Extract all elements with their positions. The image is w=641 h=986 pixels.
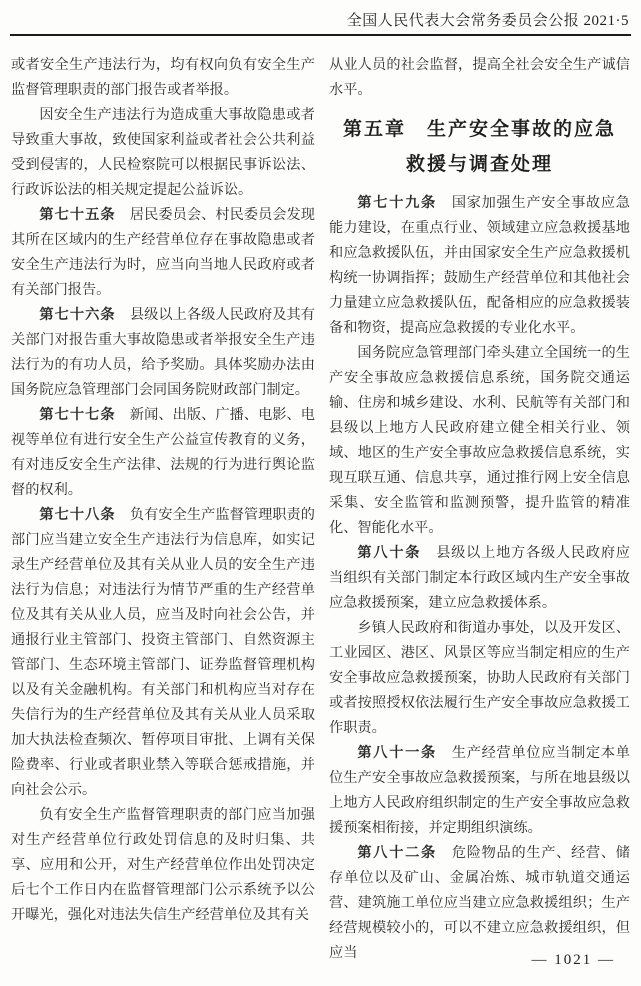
- two-column-body: [0, 53, 641, 966]
- paragraph: 国务院应急管理部门牵头建立全国统一的生产安全事故应急救援信息系统，国务院交通运输、住房和城乡建设、水利、民航等有关部门和县级以上地方人民政府建立健全相关行业、领域、地区的生产安全事故应急救援信息系统，实现互联互通、信息共享，通过推行网上安全信息采集、安全监管和监测预警，提升监管的精准化、智能化水平。: [329, 345, 630, 536]
- chapter-heading-line: 第五章 生产安全事故的应急: [342, 119, 616, 140]
- article-paragraph: 第八十二条 危险物品的生产、经营、储存单位以及矿山、金属冶炼、城市轨道交通运营、建筑施工单位应当建立应急救援组织；生产经营规模较小的，可以不建立应急救援组织，但应当: [329, 845, 630, 961]
- paragraph: 因安全生产违法行为造成重大事故隐患或者导致重大事故，致使国家利益或者社会公共利益受到侵害的，人民检察院可以根据民事诉讼法、行政诉讼法的相关规定提起公益诉讼。: [11, 107, 315, 198]
- article-number: 第七十九条: [357, 195, 437, 211]
- chapter-heading: [329, 112, 630, 182]
- article-paragraph: 第八十一条 生产经营单位应当制定本单位生产安全事故应急救援预案，与所在地县级以上地方人民政府组织制定的生产安全事故应急救援预案相衔接，并定期组织演练。: [329, 745, 630, 836]
- column-right: [329, 53, 630, 966]
- article-paragraph: 第七十六条 县级以上各级人民政府及其有关部门对报告重大事故隐患或者举报安全生产违法行为的有功人员，给予奖励。具体奖励办法由国务院应急管理部门会同国务院财政部门制定。: [11, 307, 315, 398]
- paragraph: 负有安全生产监督管理职责的部门应当加强对生产经营单位行政处罚信息的及时归集、共享、应用和公开，对生产经营单位作出处罚决定后七个工作日内在监督管理部门公示系统予以公开曝光，强化对违法失信生产经营单位及其有关: [11, 807, 315, 923]
- page-footer: [532, 952, 616, 969]
- header-rule: [10, 34, 631, 36]
- paragraph: 从业人员的社会监督，提高全社会安全生产诚信水平。: [329, 57, 630, 98]
- article-number: 第八十二条: [357, 845, 437, 861]
- paragraph: 乡镇人民政府和街道办事处，以及开发区、工业园区、港区、风景区等应当制定相应的生产安全事故应急救援预案，协助人民政府有关部门或者按照授权依法履行生产安全事故应急救援工作职责。: [329, 620, 630, 736]
- article-number: 第七十八条: [39, 507, 116, 523]
- article-number: 第七十六条: [39, 307, 116, 323]
- article-paragraph: 第八十条 县级以上地方各级人民政府应当组织有关部门制定本行政区域内生产安全事故应急救援预案，建立应急救援体系。: [329, 545, 630, 611]
- column-left: [11, 53, 315, 966]
- gazette-title: 全国人民代表大会常务委员会公报 2021·5: [346, 13, 629, 29]
- article-paragraph: 第七十七条 新闻、出版、广播、电影、电视等单位有进行安全生产公益宣传教育的义务，有对违反安全生产法律、法规的行为进行舆论监督的权利。: [11, 407, 315, 498]
- article-number: 第七十五条: [39, 207, 116, 223]
- page-number: — 1021 —: [531, 952, 615, 968]
- article-paragraph: 第七十五条 居民委员会、村民委员会发现其所在区域内的生产经营单位存在事故隐患或者安全生产违法行为时，应当向当地人民政府或者有关部门报告。: [11, 207, 315, 298]
- page-header: [0, 0, 641, 33]
- article-number: 第七十七条: [39, 407, 116, 423]
- article-number: 第八十条: [357, 545, 422, 561]
- chapter-heading-line: 救援与调查处理: [405, 154, 553, 175]
- article-paragraph: 第七十九条 国家加强生产安全事故应急能力建设，在重点行业、领域建立应急救援基地和应急救援队伍，并由国家安全生产应急救援机构统一协调指挥；鼓励生产经营单位和其他社会力量建立应急救援队伍，配备相应的应急救援装备和物资，提高应急救援的专业化水平。: [329, 195, 630, 336]
- article-number: 第八十一条: [357, 745, 437, 761]
- paragraph: 或者安全生产违法行为，均有权向负有安全生产监督管理职责的部门报告或者举报。: [11, 57, 315, 98]
- article-paragraph: 第七十八条 负有安全生产监督管理职责的部门应当建立安全生产违法行为信息库，如实记录生产经营单位及其有关从业人员的安全生产违法行为信息；对违法行为情节严重的生产经营单位及其有关从业人员，应当及时向社会公告，并通报行业主管部门、投资主管部门、自然资源主管部门、生态环境主管部门、证券监督管理机构以及有关金融机构。有关部门和机构应当对存在失信行为的生产经营单位及其有关从业人员采取加大执法检查频次、暂停项目审批、上调有关保险费率、行业或者职业禁入等联合惩戒措施，并向社会公示。: [11, 507, 315, 798]
